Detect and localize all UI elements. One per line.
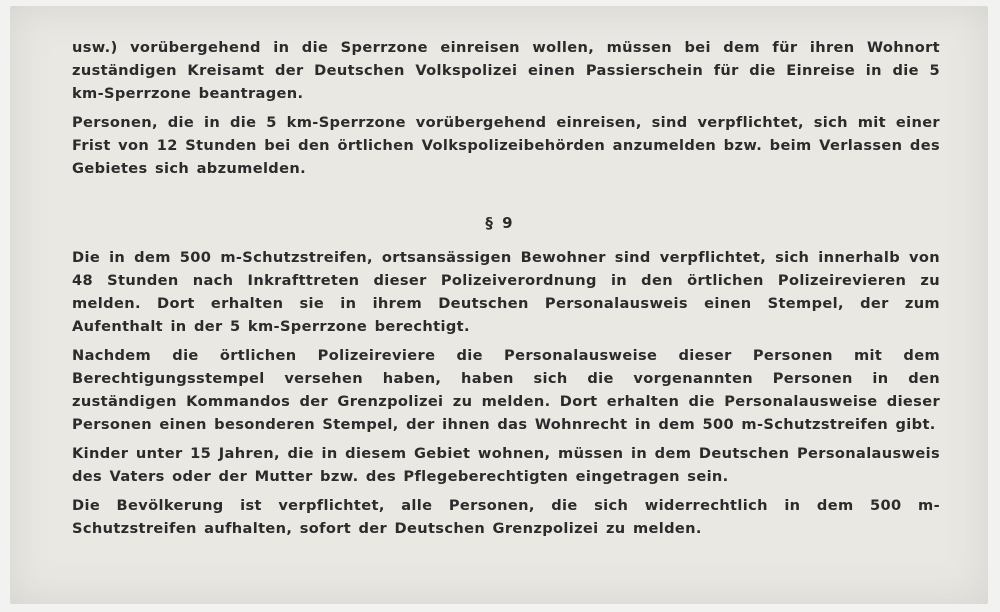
paragraph-schutzstreifen-bewohner: Die in dem 500 m-Schutzstreifen, ortsansässigen Bewohner sind verpflichtet, sich innerhalb von 48 Stunden nach Inkrafttreten dieser Polizeiverordnung in den örtlichen Polizeirevieren zu melden. Dort erhalten sie in ihrem Deutschen Personalausweis einen Stempel, der zum Aufenthalt in der 5 km-Sperrzone berechtigt. [72, 249, 940, 335]
top-text-block [72, 36, 940, 186]
paragraph-anmeldung: Personen, die in die 5 km-Sperrzone vorübergehend einreisen, sind verpflichtet, sich mit einer Frist von 12 Stunden bei den örtlichen Volkspolizeibehörden anzumelden bzw. beim Verlassen des Gebietes sich abzumelden. [72, 114, 940, 177]
paragraph-grenzpolizei-stempel: Nachdem die örtlichen Polizeireviere die Personalausweise dieser Personen mit dem Berechtigungsstempel versehen haben, haben sich die vorgenannten Personen in den zuständigen Kommandos der Grenzpolizei zu melden. Dort erhalten die Personalausweise dieser Personen einen besonderen Stempel, der ihnen das Wohnrecht in dem 500 m-Schutzstreifen gibt. [72, 347, 940, 433]
section-9-text-block [72, 246, 940, 546]
paragraph-meldepflicht: Die Bevölkerung ist verpflichtet, alle Personen, die sich widerrechtlich in dem 500 m-Schutzstreifen aufhalten, sofort der Deutschen Grenzpolizei zu melden. [72, 497, 940, 537]
paragraph-kinder: Kinder unter 15 Jahren, die in diesem Gebiet wohnen, müssen in dem Deutschen Personalausweis des Vaters oder der Mutter bzw. des Pflegeberechtigten eingetragen sein. [72, 445, 940, 485]
section-heading: § 9 [485, 214, 515, 232]
paragraph-passierschein: usw.) vorübergehend in die Sperrzone einreisen wollen, müssen bei dem für ihren Wohnort zuständigen Kreisamt der Deutschen Volkspolizei einen Passierschein für die Einreise in die 5 km-Sperrzone beantragen. [72, 39, 940, 102]
